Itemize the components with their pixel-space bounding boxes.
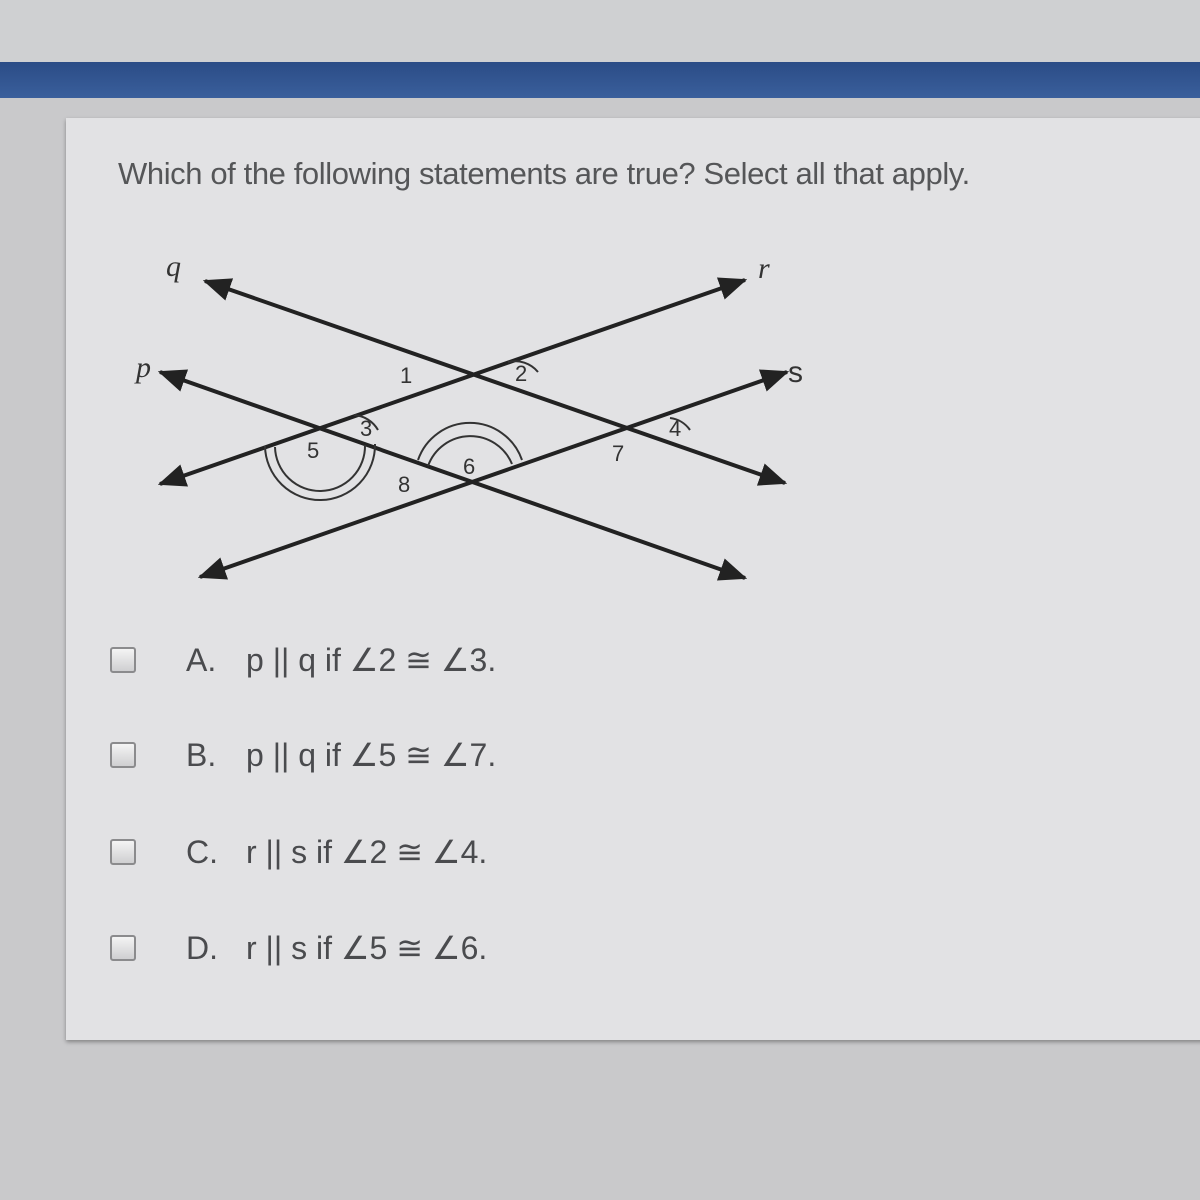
angle-label-5: 5 [307,438,320,463]
angle-arc-5-inner [275,445,365,491]
angle-label-7: 7 [612,441,625,466]
angle-label-6: 6 [463,454,476,479]
question-prompt: Which of the following statements are true? Select all that apply. [118,156,970,191]
line-r [160,280,745,484]
option-c[interactable] [110,832,710,872]
angle-label-4: 4 [669,416,682,441]
option-b-letter: B. [186,736,217,773]
angle-label-2: 2 [515,361,528,386]
option-c-letter: C. [186,833,218,870]
angle-label-8: 8 [398,472,411,497]
option-b-checkbox[interactable] [110,742,136,768]
option-b-text: p || q if ∠5 ≅ ∠7. [246,737,497,773]
line-s [200,372,787,577]
option-d-text: r || s if ∠5 ≅ ∠6. [246,930,488,966]
option-a-letter: A. [186,641,217,678]
option-d[interactable] [110,928,710,968]
option-d-letter: D. [186,929,218,966]
option-a[interactable] [110,640,710,680]
option-a-text: p || q if ∠2 ≅ ∠3. [246,642,497,678]
line-p [160,372,745,578]
option-c-checkbox[interactable] [110,839,136,865]
line-label-q: q [166,250,181,283]
option-a-checkbox[interactable] [110,647,136,673]
line-label-s: s [788,356,803,389]
angle-label-3: 3 [360,416,373,441]
option-d-checkbox[interactable] [110,935,136,961]
option-b[interactable] [110,735,710,775]
angle-label-1: 1 [400,363,413,388]
option-c-text: r || s if ∠2 ≅ ∠4. [246,834,488,870]
line-label-p: p [136,351,151,384]
line-label-r: r [758,252,770,285]
line-q [205,281,785,483]
